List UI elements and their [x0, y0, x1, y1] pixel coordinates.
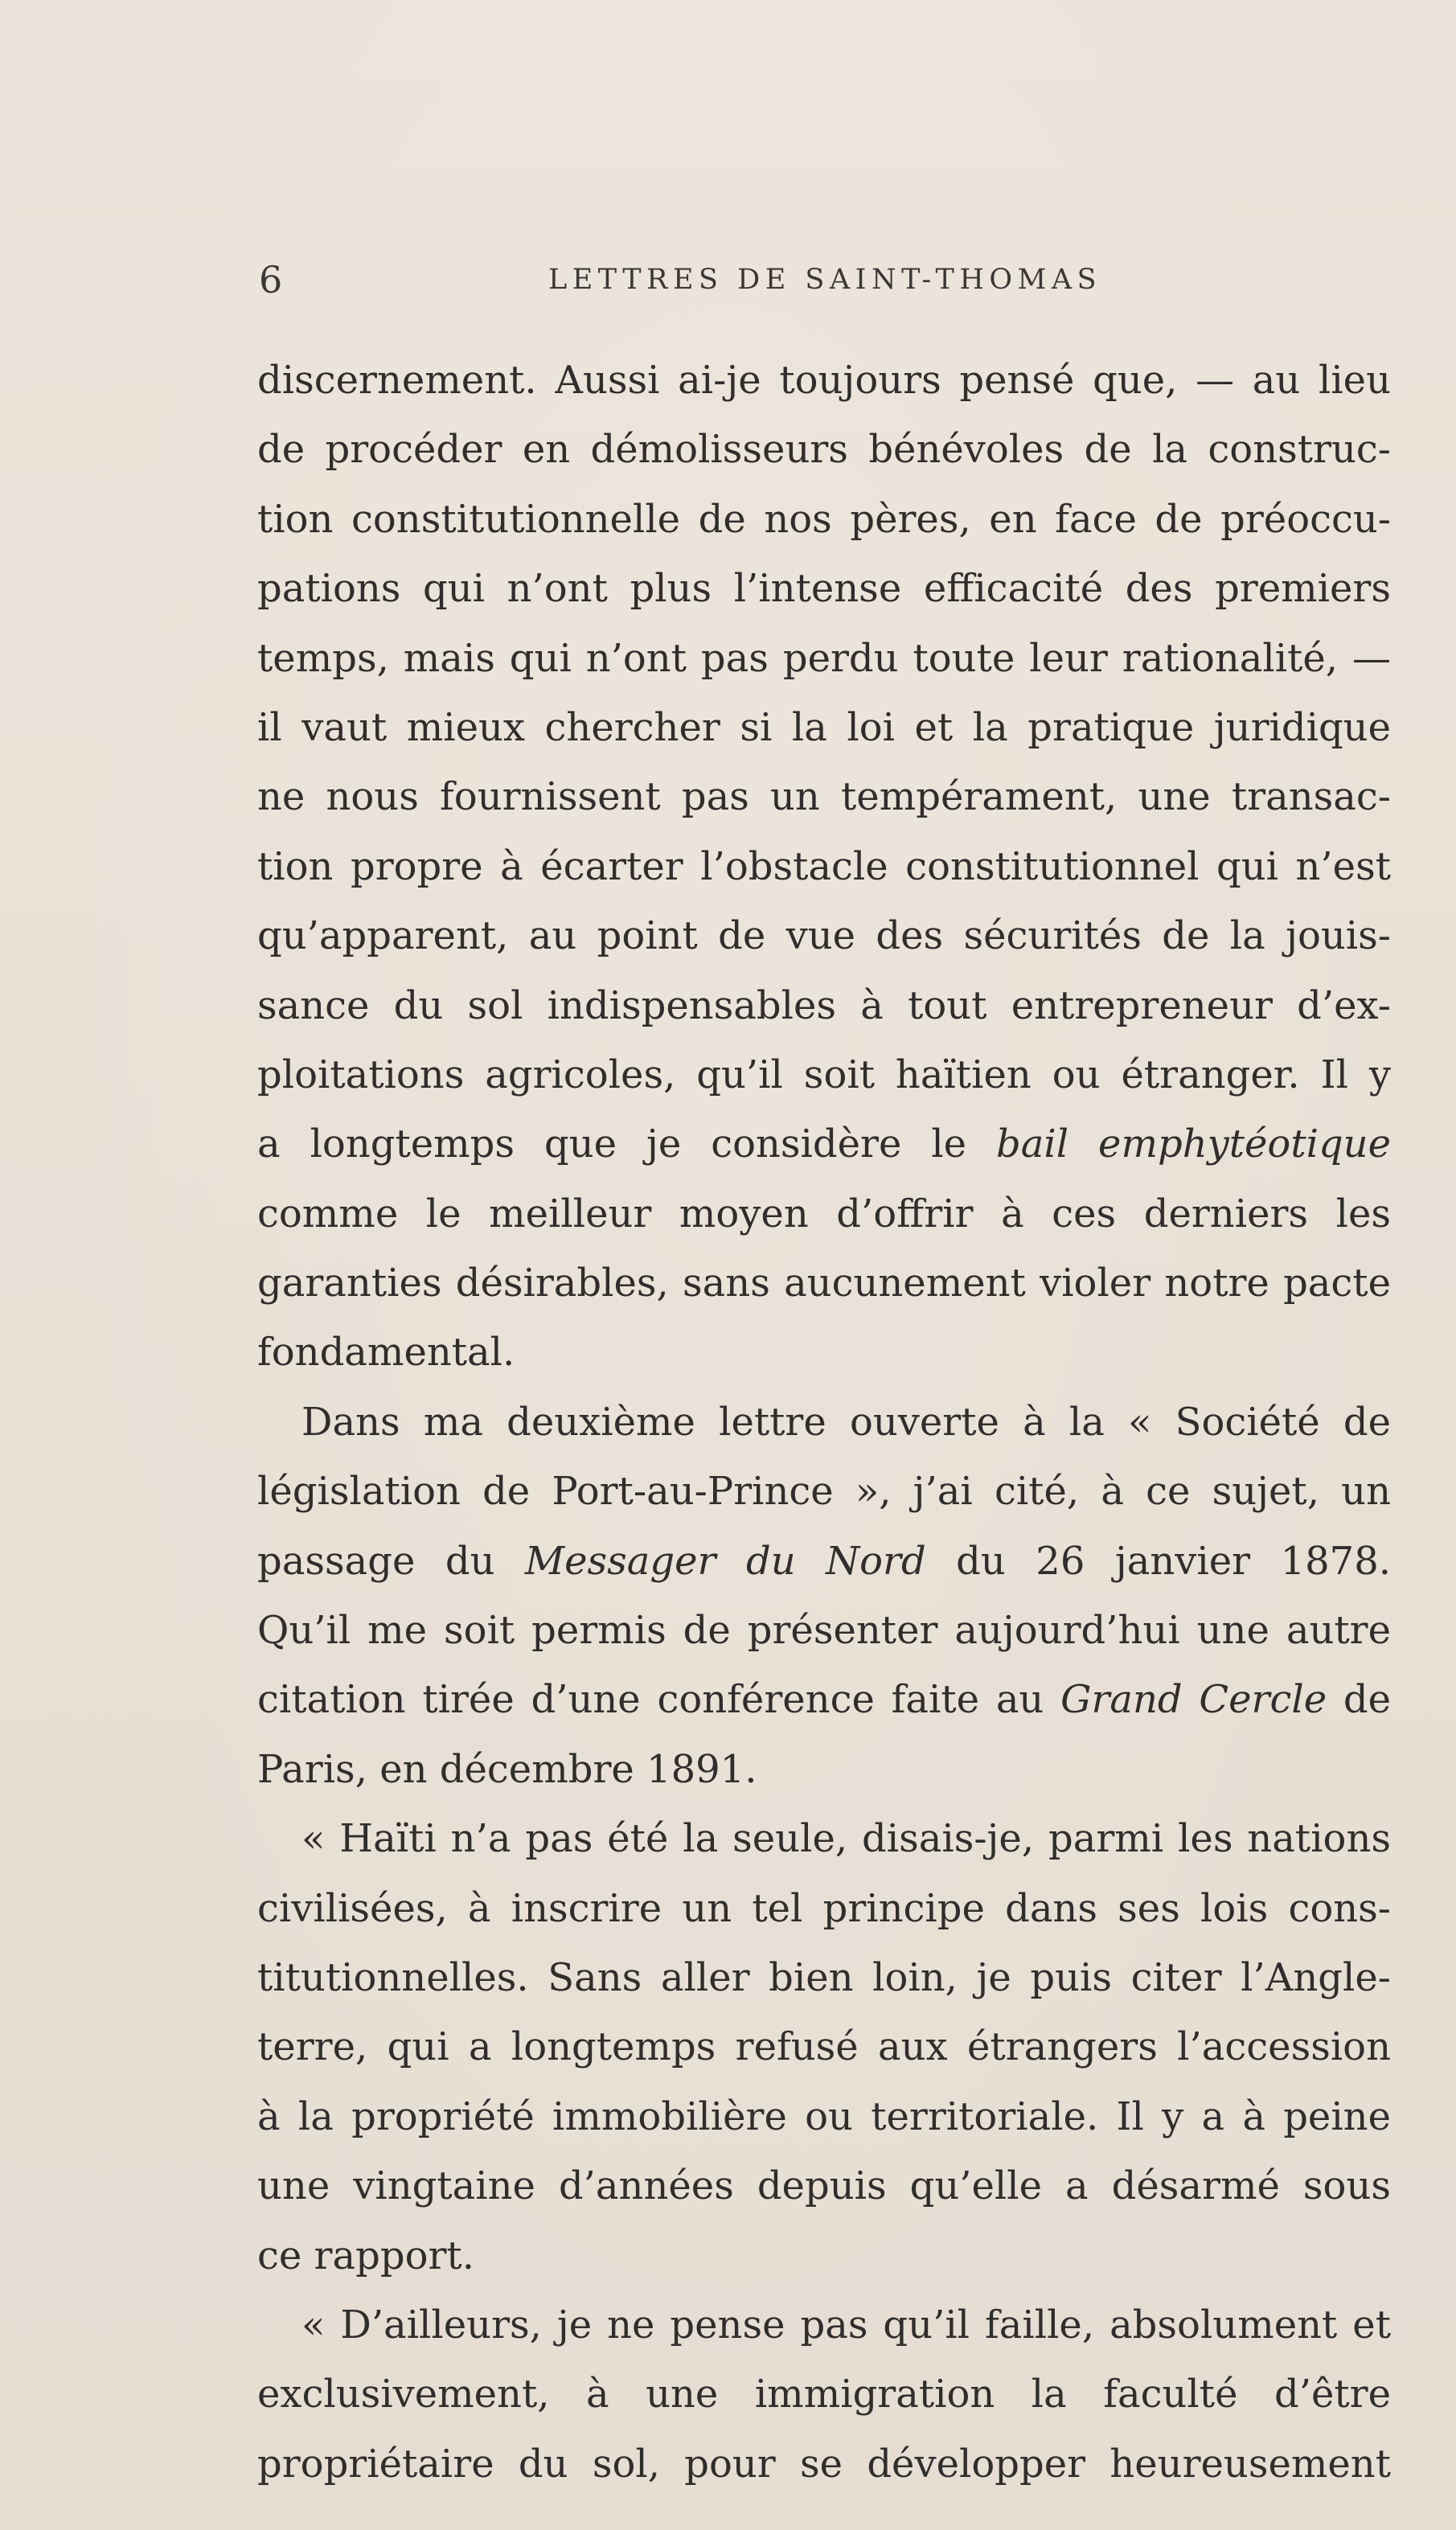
- text-line: Qu’il me soit permis de présenter aujourd’hui une autre: [257, 1608, 1391, 1654]
- text-line: civilisées, à inscrire un tel principe dans ses lois cons-: [257, 1885, 1391, 1931]
- text-line: tion constitutionnelle de nos pères, en face de préoccu-: [257, 496, 1391, 542]
- text-line: ce rapport.: [257, 2233, 474, 2278]
- page-number: 6: [259, 258, 283, 301]
- text-line: comme le meilleur moyen d’offrir à ces derniers les: [257, 1191, 1391, 1236]
- text-line: titutionnelles. Sans aller bien loin, je puis citer l’Angle-: [257, 1954, 1391, 2000]
- text-line: a longtemps que je considère le bail emphytéotique: [257, 1121, 1391, 1167]
- text-line: ploitations agricoles, qu’il soit haïtien ou étranger. Il y: [257, 1052, 1391, 1097]
- running-title: LETTRES DE SAINT-THOMAS: [548, 264, 1102, 296]
- page-header: [259, 256, 1392, 304]
- text-line: tion propre à écarter l’obstacle constitutionnel qui n’est: [257, 843, 1391, 889]
- text-line: discernement. Aussi ai-je toujours pensé que, — au lieu: [257, 358, 1391, 403]
- text-line: pations qui n’ont plus l’intense efficacité des premiers: [257, 566, 1391, 612]
- text-line: temps, mais qui n’ont pas perdu toute leur rationalité, —: [257, 635, 1391, 681]
- text-line: citation tirée d’une conférence faite au Grand Cercle de: [257, 1677, 1391, 1723]
- body-text: [257, 346, 1391, 2499]
- text-line: législation de Port-au-Prince », j’ai cité, à ce sujet, un: [257, 1469, 1391, 1515]
- text-line: sance du sol indispensables à tout entrepreneur d’ex-: [257, 982, 1391, 1028]
- text-line: propriétaire du sol, pour se développer heureusement: [257, 2441, 1391, 2487]
- text-line: Dans ma deuxième lettre ouverte à la « Société de: [301, 1399, 1391, 1445]
- text-line: « D’ailleurs, je ne pense pas qu’il faille, absolument et: [301, 2302, 1391, 2348]
- text-line: exclusivement, à une immigration la faculté d’être: [257, 2372, 1391, 2417]
- italic-title: bail emphytéotique: [996, 1121, 1391, 1167]
- text-line: qu’apparent, au point de vue des sécurités de la jouis-: [257, 913, 1391, 959]
- text-line: « Haïti n’a pas été la seule, disais-je, parmi les nations: [301, 1816, 1391, 1862]
- text-line: fondamental.: [257, 1330, 515, 1376]
- italic-title: Grand Cercle: [1060, 1677, 1327, 1723]
- text-line: terre, qui a longtemps refusé aux étrangers l’accession: [257, 2024, 1391, 2070]
- text-line: il vaut mieux chercher si la loi et la pratique juridique: [257, 704, 1391, 750]
- text-line: Paris, en décembre 1891.: [257, 1746, 757, 1792]
- italic-title: Messager du Nord: [524, 1538, 926, 1584]
- text-line: garanties désirables, sans aucunement violer notre pacte: [257, 1261, 1391, 1306]
- text-line: une vingtaine d’années depuis qu’elle a désarmé sous: [257, 2163, 1391, 2209]
- text-line: passage du Messager du Nord du 26 janvier 1878.: [257, 1538, 1391, 1584]
- text-line: de procéder en démolisseurs bénévoles de la construc-: [257, 427, 1391, 473]
- text-line: ne nous fournissent pas un tempérament, une transac-: [257, 774, 1391, 820]
- text-line: à la propriété immobilière ou territoriale. Il y a à peine: [257, 2093, 1391, 2139]
